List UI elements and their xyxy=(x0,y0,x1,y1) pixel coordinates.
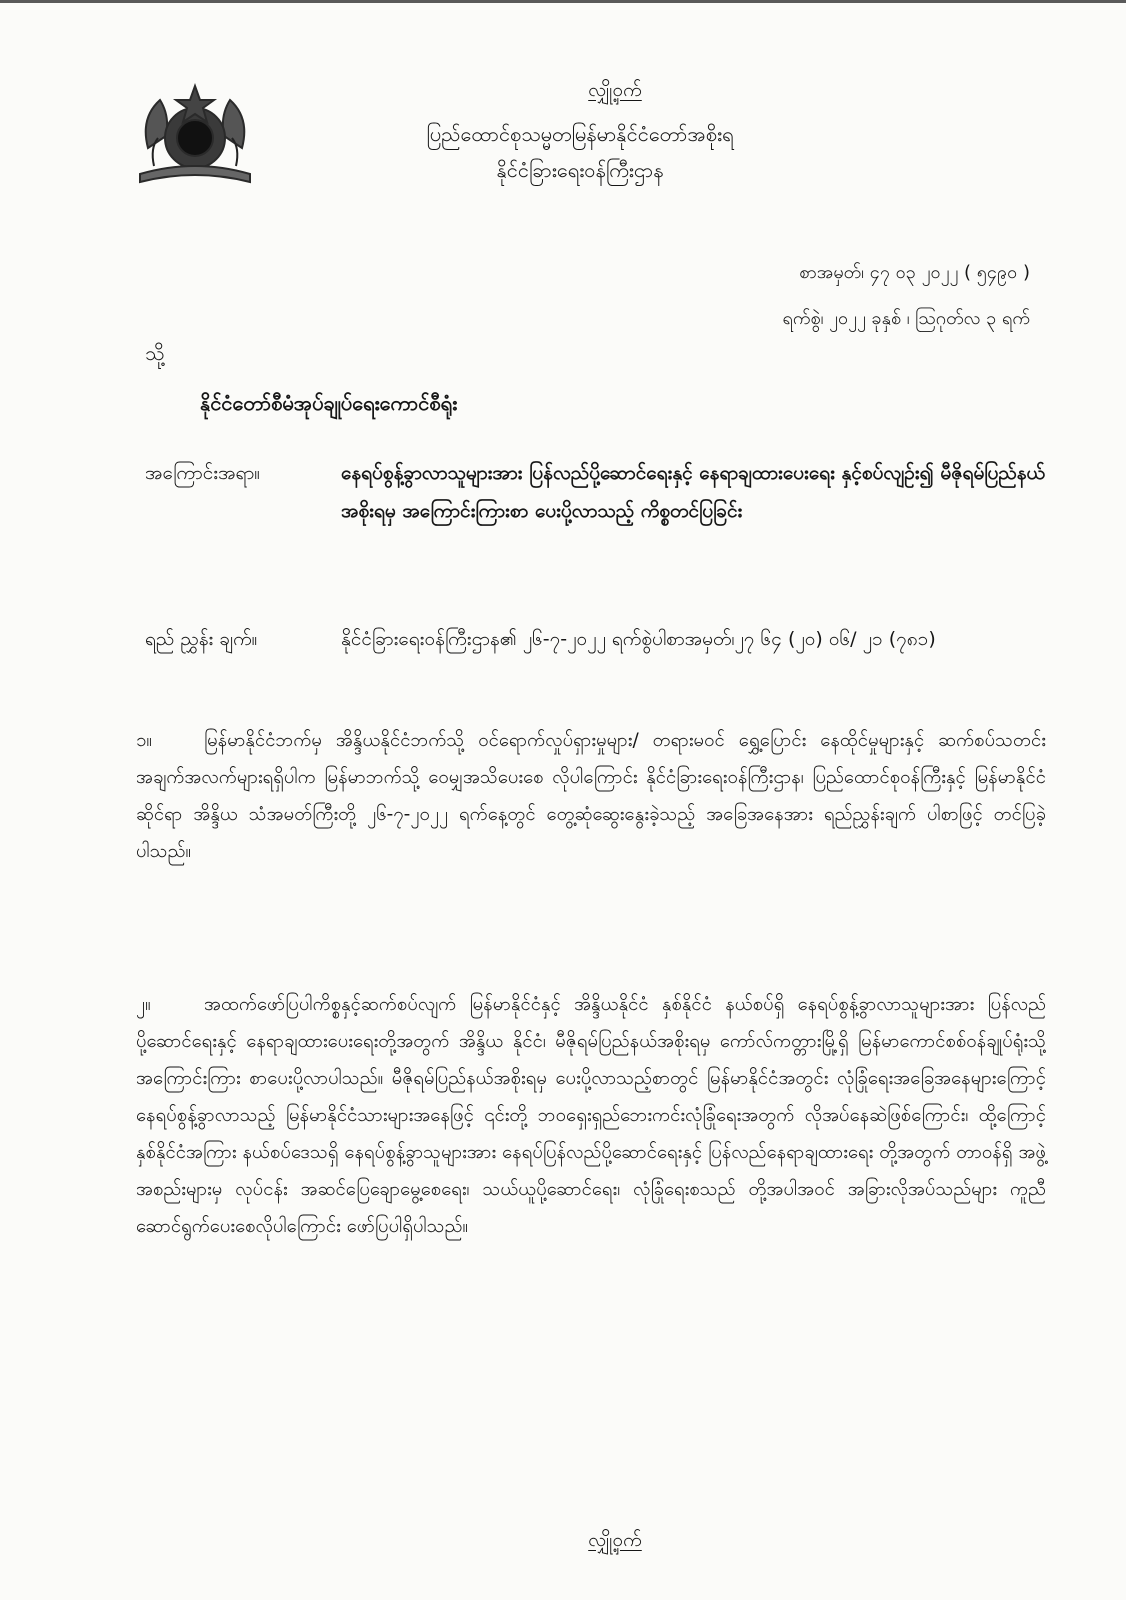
government-name: ပြည်ထောင်စုသမ္မတမြန်မာနိုင်ငံတော်အစိုးရ xyxy=(426,122,734,146)
reference-text: နိုင်ငံခြားရေးဝန်ကြီးဌာန၏ ၂၆-၇-၂၀၂၂ ရက်စွဲပါစာအမှတ်၊၂၇ ၆၄ (၂၀) ဝ၆/ ၂၁ (၇၈၁) xyxy=(341,628,936,650)
letter-date: ရက်စွဲ၊ ၂၀၂၂ ခုနှစ် ၊ ဩဂုတ်လ ၃ ရက် xyxy=(782,308,1030,329)
paragraph-number: ၂။ xyxy=(136,994,151,1015)
paragraph-2 xyxy=(136,986,1046,1245)
paragraph-1 xyxy=(136,722,1046,870)
to-label: သို့ xyxy=(145,341,165,365)
subject-row xyxy=(145,454,1045,530)
subject-label: အကြောင်းအရာ။ xyxy=(145,462,261,484)
state-emblem-seal xyxy=(130,78,260,190)
addressee: နိုင်ငံတော်စီမံအုပ်ချုပ်ရေးကောင်စီရုံး xyxy=(200,391,458,415)
paragraph-number: ၁။ xyxy=(136,730,153,751)
letterhead xyxy=(300,116,860,188)
paragraph-text: မြန်မာနိုင်ငံဘက်မှ အိန္ဒိယနိုင်ငံဘက်သို့ ဝင်ရောက်လှုပ်ရှားမှုများ/ တရားမဝင် ရွှေ့ပြောင်း နေထိုင်မှုများနှင့် ဆက်စပ်သတင်းအချက်အလက်များရရှိပါက မြန်မာဘက်သို့ ဝေမျှအသိပေးစေ လိုပါကြောင်း နိုင်ငံခြားရေးဝန်ကြီးဌာန၊ ပြည်ထောင်စုဝန်ကြီးနှင့် မြန်မာနိုင်ငံဆိုင်ရာ အိန္ဒိယ သံအမတ်ကြီးတို့ ၂၆-၇-၂၀၂၂ ရက်နေ့တွင် တွေ့ဆုံဆွေးနွေးခဲ့သည့် အခြေအနေအား ရည်ညွှန်းချက် ပါစာဖြင့် တင်ပြခဲ့ပါသည်။ xyxy=(136,730,1046,862)
paragraph-text: အထက်ဖော်ပြပါကိစ္စနှင့်ဆက်စပ်လျက် မြန်မာနိုင်ငံနှင့် အိန္ဒိယနိုင်ငံ နှစ်နိုင်ငံ နယ်စပ်ရှိ နေရပ်စွန့်ခွာလာသူများအား ပြန်လည်ပို့ဆောင်ရေးနှင့် နေရာချထားပေးရေးတို့အတွက် အိန္ဒိယ နိုင်ငံ၊ မီဇိုရမ်ပြည်နယ်အစိုးရမှ ကော်လ်ကတ္တားမြို့ရှိ မြန်မာကောင်စစ်ဝန်ချုပ်ရုံးသို့ အကြောင်းကြား စာပေးပို့လာပါသည်။ မီဇိုရမ်ပြည်နယ်အစိုးရမှ ပေးပို့လာသည့်စာတွင် မြန်မာနိုင်ငံအတွင်း လုံခြုံရေးအခြေအနေများကြောင့် နေရပ်စွန့်ခွာလာသည့် မြန်မာနိုင်ငံသားများအနေဖြင့် ၎င်းတို့ ဘဝရှေးရှည်ဘေးကင်းလုံခြုံရေးအတွက် လိုအပ်နေဆဲဖြစ်ကြောင်း၊ ထို့ကြောင့် နှစ်နိုင်ငံအကြား နယ်စပ်ဒေသရှိ နေရပ်စွန့်ခွာသူများအား နေရပ်ပြန်လည်ပို့ဆောင်ရေးနှင့် ပြန်လည်နေရာချထားရေး တို့အတွက် တာဝန်ရှိ အဖွဲ့အစည်းများမှ လုပ်ငန်း အဆင်ပြေချောမွေ့စေရေး၊ သယ်ယူပို့ဆောင်ရေး၊ လုံခြုံရေးစသည် တို့အပါအဝင် အခြားလိုအပ်သည်များ ကူညီဆောင်ရွက်ပေးစေလိုပါကြောင်း ဖော်ပြပါရှိပါသည်။ xyxy=(136,994,1046,1237)
classification-mark: လျှို့ဝှက် xyxy=(588,79,642,101)
ministry-name: နိုင်ငံခြားရေးဝန်ကြီးဌာန xyxy=(496,158,664,182)
reference-block xyxy=(600,250,1030,342)
scan-top-edge xyxy=(0,0,1126,3)
reference-letter-row xyxy=(145,620,1045,658)
subject-text: နေရပ်စွန့်ခွာလာသူများအား ပြန်လည်ပို့ဆောင်ရေးနှင့် နေရာချထားပေးရေး နှင့်စပ်လျဉ်း၍ မီဇိုရမ်ပြည်နယ်အစိုးရမှ အကြောင်းကြားစာ ပေးပို့လာသည့် ကိစ္စတင်ပြခြင်း xyxy=(341,462,1045,522)
footer-classification-mark: လျှို့ဝှက် xyxy=(588,1529,642,1551)
reference-label: ရည် ညွှန်း ချက်။ xyxy=(145,628,258,650)
reference-number: စာအမှတ်၊ ၄၇ ၀၃ ၂၀၂၂ ( ၅၄၉၀ ) xyxy=(799,262,1030,283)
